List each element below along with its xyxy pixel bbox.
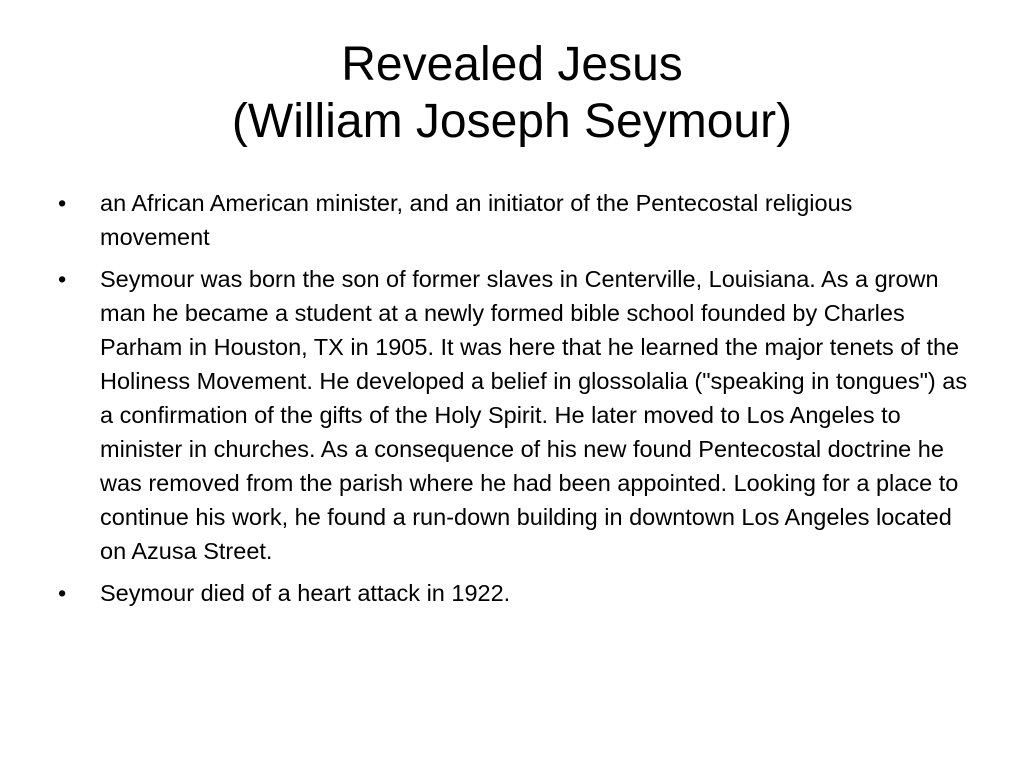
bullet-icon: •: [58, 190, 67, 216]
bullet-text: Seymour died of a heart attack in 1922.: [100, 580, 511, 606]
title-line-1: Revealed Jesus: [341, 38, 683, 91]
bullet-text: an African American minister, and an initiator of the Pentecostal religious movement: [100, 190, 853, 250]
bullet-list: [58, 186, 968, 618]
bullet-icon: •: [58, 580, 67, 606]
bullet-item-death: [58, 576, 968, 610]
slide-title: [0, 36, 1024, 150]
bullet-icon: •: [58, 266, 67, 292]
bullet-item-biography: [58, 262, 968, 568]
bullet-text: Seymour was born the son of former slaves in Centerville, Louisiana. As a grown man he became a student at a newly formed bible school founded by Charles Parham in Houston, TX in 1905. It was here that he learned the major tenets of the Holiness Movement. He developed a belief in glossolalia ("speaking in tongues") as a confirmation of the gifts of the Holy Spirit. He later moved to Los Angeles to minister in churches. As a consequence of his new found Pentecostal doctrine he was removed from the parish where he had been appointed. Looking for a place to continue his work, he found a run-down building in downtown Los Angeles located on Azusa Street.: [100, 266, 968, 564]
bullet-item-minister: [58, 186, 968, 254]
title-line-2: (William Joseph Seymour): [231, 95, 793, 148]
